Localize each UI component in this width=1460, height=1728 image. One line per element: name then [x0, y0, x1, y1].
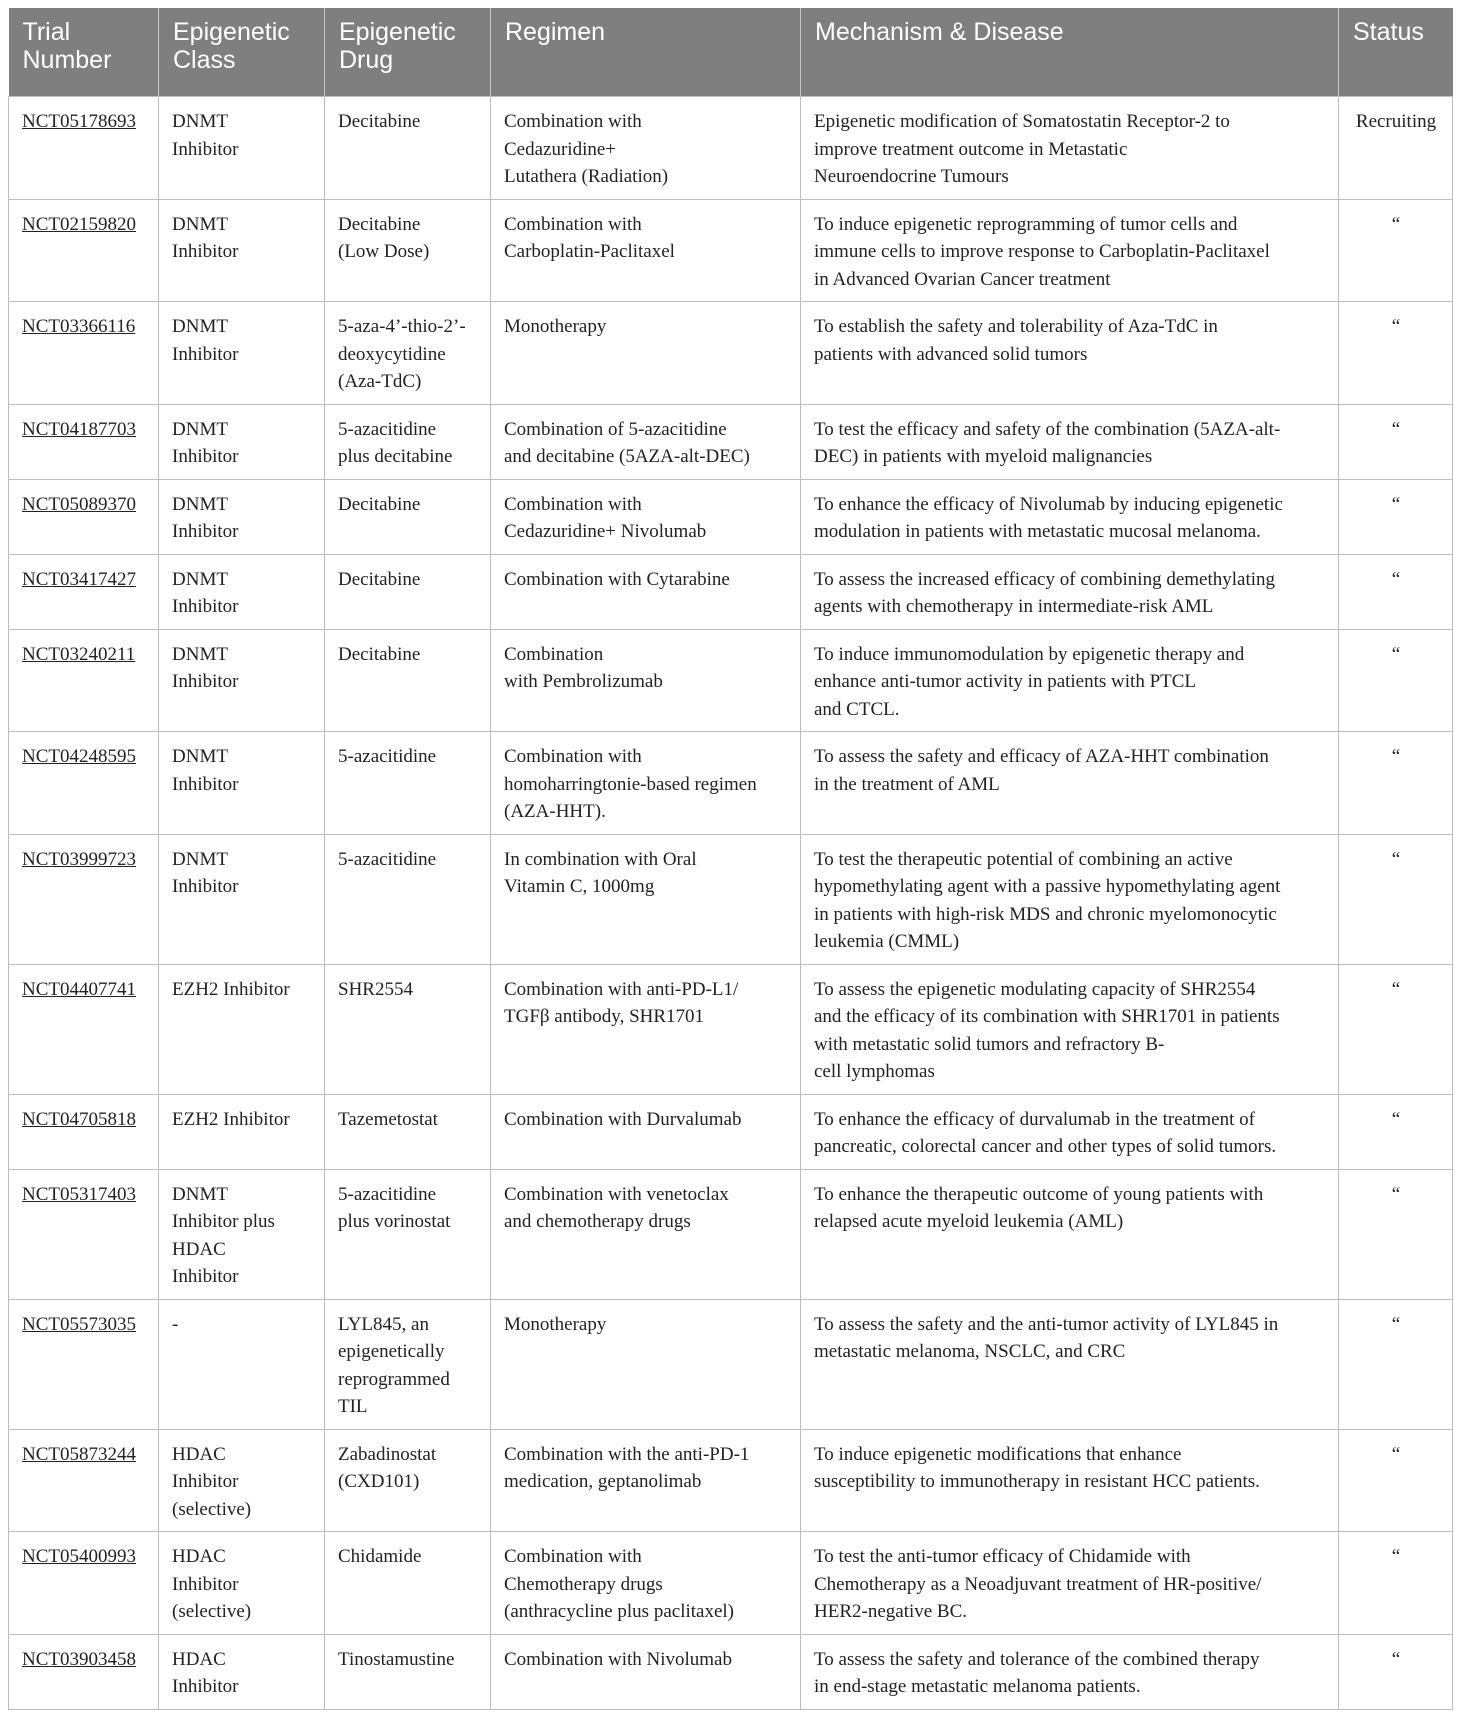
table-row: [9, 97, 1453, 200]
table-row: [9, 1094, 1453, 1169]
status-cell: “: [1339, 964, 1453, 1094]
status-cell: “: [1339, 1299, 1453, 1429]
header-status: Status: [1339, 8, 1453, 97]
epigenetic-drug-cell: Decitabine (Low Dose): [325, 199, 491, 302]
status-cell: “: [1339, 404, 1453, 479]
mechanism-disease-cell: To test the anti-tumor efficacy of Chidamide with Chemotherapy as a Neoadjuvant treatment of HR-positive/ HER2-negative BC.: [801, 1532, 1339, 1635]
epigenetic-drug-cell: 5-aza-4’-thio-2’- deoxycytidine (Aza-TdC): [325, 302, 491, 405]
table-row: [9, 732, 1453, 835]
regimen-cell: Combination of 5-azacitidine and decitabine (5AZA-alt-DEC): [491, 404, 801, 479]
header-row: [9, 8, 1453, 97]
header-mechanism-disease: Mechanism & Disease: [801, 8, 1339, 97]
mechanism-disease-cell: To test the therapeutic potential of combining an active hypomethylating agent with a passive hypomethylating agent in patients with high-risk MDS and chronic myelomonocytic leukemia (CMML): [801, 834, 1339, 964]
status-cell: “: [1339, 732, 1453, 835]
regimen-cell: Combination with Cytarabine: [491, 554, 801, 629]
epigenetic-class-cell: DNMT Inhibitor: [159, 479, 325, 554]
epigenetic-drug-cell: Tazemetostat: [325, 1094, 491, 1169]
trial-number-link[interactable]: NCT04187703: [9, 404, 159, 479]
mechanism-disease-cell: To assess the epigenetic modulating capacity of SHR2554 and the efficacy of its combination with SHR1701 in patients with metastatic solid tumors and refractory B- cell lymphomas: [801, 964, 1339, 1094]
epigenetic-drug-cell: Decitabine: [325, 97, 491, 200]
status-cell: “: [1339, 302, 1453, 405]
header-regimen: Regimen: [491, 8, 801, 97]
epigenetic-class-cell: DNMT Inhibitor: [159, 302, 325, 405]
mechanism-disease-cell: To enhance the efficacy of durvalumab in the treatment of pancreatic, colorectal cancer and other types of solid tumors.: [801, 1094, 1339, 1169]
regimen-cell: Combination with Cedazuridine+ Nivolumab: [491, 479, 801, 554]
table-row: [9, 964, 1453, 1094]
mechanism-disease-cell: To induce epigenetic reprogramming of tumor cells and immune cells to improve response to Carboplatin-Paclitaxel in Advanced Ovarian Cancer treatment: [801, 199, 1339, 302]
table-row: [9, 302, 1453, 405]
header-trial-number: Trial Number: [9, 8, 159, 97]
table-row: [9, 554, 1453, 629]
epigenetic-class-cell: -: [159, 1299, 325, 1429]
epigenetic-drug-cell: Tinostamustine: [325, 1634, 491, 1709]
trial-number-link[interactable]: NCT03366116: [9, 302, 159, 405]
mechanism-disease-cell: To enhance the therapeutic outcome of young patients with relapsed acute myeloid leukemia (AML): [801, 1169, 1339, 1299]
regimen-cell: In combination with Oral Vitamin C, 1000mg: [491, 834, 801, 964]
trial-number-link[interactable]: NCT04248595: [9, 732, 159, 835]
table-row: [9, 629, 1453, 732]
trial-number-link[interactable]: NCT05873244: [9, 1429, 159, 1532]
regimen-cell: Combination with Pembrolizumab: [491, 629, 801, 732]
regimen-cell: Combination with anti-PD-L1/ TGFβ antibody, SHR1701: [491, 964, 801, 1094]
trial-number-link[interactable]: NCT03999723: [9, 834, 159, 964]
trial-number-link[interactable]: NCT05573035: [9, 1299, 159, 1429]
regimen-cell: Combination with venetoclax and chemotherapy drugs: [491, 1169, 801, 1299]
header-epigenetic-class: Epigenetic Class: [159, 8, 325, 97]
epigenetic-drug-cell: Chidamide: [325, 1532, 491, 1635]
clinical-trials-table: [8, 8, 1453, 1710]
trial-number-link[interactable]: NCT05400993: [9, 1532, 159, 1635]
trial-number-link[interactable]: NCT03417427: [9, 554, 159, 629]
status-cell: “: [1339, 199, 1453, 302]
trial-number-link[interactable]: NCT02159820: [9, 199, 159, 302]
table-row: [9, 1634, 1453, 1709]
trial-number-link[interactable]: NCT05178693: [9, 97, 159, 200]
trials-table-container: [8, 8, 1452, 1710]
epigenetic-class-cell: DNMT Inhibitor: [159, 629, 325, 732]
header-epigenetic-drug: Epigenetic Drug: [325, 8, 491, 97]
epigenetic-drug-cell: 5-azacitidine: [325, 834, 491, 964]
table-row: [9, 834, 1453, 964]
trial-number-link[interactable]: NCT05089370: [9, 479, 159, 554]
table-row: [9, 1429, 1453, 1532]
table-row: [9, 404, 1453, 479]
epigenetic-class-cell: DNMT Inhibitor: [159, 834, 325, 964]
regimen-cell: Monotherapy: [491, 1299, 801, 1429]
status-cell: “: [1339, 479, 1453, 554]
table-row: [9, 1299, 1453, 1429]
epigenetic-class-cell: HDAC Inhibitor (selective): [159, 1532, 325, 1635]
epigenetic-class-cell: DNMT Inhibitor: [159, 97, 325, 200]
status-cell: “: [1339, 1429, 1453, 1532]
epigenetic-drug-cell: LYL845, an epigenetically reprogrammed TIL: [325, 1299, 491, 1429]
mechanism-disease-cell: To assess the safety and tolerance of the combined therapy in end-stage metastatic melanoma patients.: [801, 1634, 1339, 1709]
regimen-cell: Monotherapy: [491, 302, 801, 405]
epigenetic-class-cell: DNMT Inhibitor: [159, 404, 325, 479]
status-cell: “: [1339, 1094, 1453, 1169]
mechanism-disease-cell: To induce epigenetic modifications that enhance susceptibility to immunotherapy in resistant HCC patients.: [801, 1429, 1339, 1532]
epigenetic-drug-cell: SHR2554: [325, 964, 491, 1094]
epigenetic-class-cell: HDAC Inhibitor (selective): [159, 1429, 325, 1532]
trial-number-link[interactable]: NCT04407741: [9, 964, 159, 1094]
regimen-cell: Combination with Nivolumab: [491, 1634, 801, 1709]
trial-number-link[interactable]: NCT05317403: [9, 1169, 159, 1299]
status-cell: Recruiting: [1339, 97, 1453, 200]
epigenetic-drug-cell: 5-azacitidine plus decitabine: [325, 404, 491, 479]
mechanism-disease-cell: To test the efficacy and safety of the combination (5AZA-alt- DEC) in patients with myeloid malignancies: [801, 404, 1339, 479]
status-cell: “: [1339, 554, 1453, 629]
table-row: [9, 479, 1453, 554]
regimen-cell: Combination with Cedazuridine+ Lutathera (Radiation): [491, 97, 801, 200]
mechanism-disease-cell: To assess the increased efficacy of combining demethylating agents with chemotherapy in intermediate-risk AML: [801, 554, 1339, 629]
regimen-cell: Combination with Carboplatin-Paclitaxel: [491, 199, 801, 302]
mechanism-disease-cell: To establish the safety and tolerability of Aza-TdC in patients with advanced solid tumors: [801, 302, 1339, 405]
status-cell: “: [1339, 1532, 1453, 1635]
table-row: [9, 1169, 1453, 1299]
mechanism-disease-cell: To enhance the efficacy of Nivolumab by inducing epigenetic modulation in patients with metastatic mucosal melanoma.: [801, 479, 1339, 554]
table-row: [9, 1532, 1453, 1635]
mechanism-disease-cell: To assess the safety and efficacy of AZA-HHT combination in the treatment of AML: [801, 732, 1339, 835]
table-row: [9, 199, 1453, 302]
mechanism-disease-cell: To induce immunomodulation by epigenetic therapy and enhance anti-tumor activity in patients with PTCL and CTCL.: [801, 629, 1339, 732]
epigenetic-drug-cell: Decitabine: [325, 629, 491, 732]
trial-number-link[interactable]: NCT04705818: [9, 1094, 159, 1169]
table-body: [9, 97, 1453, 1710]
regimen-cell: Combination with Chemotherapy drugs (anthracycline plus paclitaxel): [491, 1532, 801, 1635]
mechanism-disease-cell: To assess the safety and the anti-tumor activity of LYL845 in metastatic melanoma, NSCLC, and CRC: [801, 1299, 1339, 1429]
trial-number-link[interactable]: NCT03240211: [9, 629, 159, 732]
table-header: [9, 8, 1453, 97]
epigenetic-class-cell: DNMT Inhibitor: [159, 199, 325, 302]
status-cell: “: [1339, 1169, 1453, 1299]
epigenetic-class-cell: EZH2 Inhibitor: [159, 1094, 325, 1169]
status-cell: “: [1339, 1634, 1453, 1709]
status-cell: “: [1339, 629, 1453, 732]
epigenetic-class-cell: DNMT Inhibitor plus HDAC Inhibitor: [159, 1169, 325, 1299]
epigenetic-drug-cell: 5-azacitidine: [325, 732, 491, 835]
regimen-cell: Combination with Durvalumab: [491, 1094, 801, 1169]
epigenetic-class-cell: EZH2 Inhibitor: [159, 964, 325, 1094]
regimen-cell: Combination with homoharringtonie-based regimen (AZA-HHT).: [491, 732, 801, 835]
epigenetic-drug-cell: Decitabine: [325, 554, 491, 629]
epigenetic-drug-cell: Zabadinostat (CXD101): [325, 1429, 491, 1532]
epigenetic-class-cell: DNMT Inhibitor: [159, 554, 325, 629]
regimen-cell: Combination with the anti-PD-1 medication, geptanolimab: [491, 1429, 801, 1532]
epigenetic-class-cell: DNMT Inhibitor: [159, 732, 325, 835]
epigenetic-drug-cell: Decitabine: [325, 479, 491, 554]
mechanism-disease-cell: Epigenetic modification of Somatostatin Receptor-2 to improve treatment outcome in Metastatic Neuroendocrine Tumours: [801, 97, 1339, 200]
trial-number-link[interactable]: NCT03903458: [9, 1634, 159, 1709]
epigenetic-class-cell: HDAC Inhibitor: [159, 1634, 325, 1709]
epigenetic-drug-cell: 5-azacitidine plus vorinostat: [325, 1169, 491, 1299]
status-cell: “: [1339, 834, 1453, 964]
